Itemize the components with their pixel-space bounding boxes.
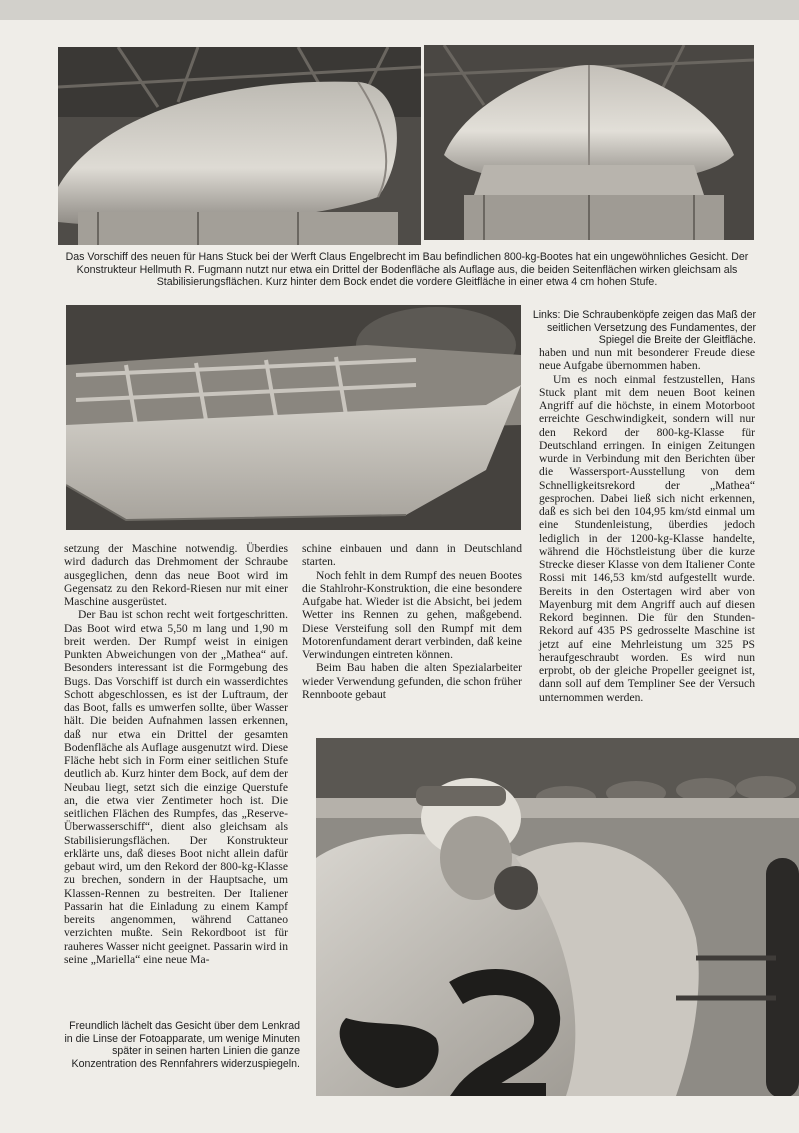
- paragraph: setzung der Maschine notwendig. Überdies wird dadurch das Drehmoment der Schraube ausgeglichen, denn das neue Boot wird im Gegensatz zu den Rekord-Riesen nur mit einer Maschine ausgerüstet.: [64, 542, 288, 608]
- caption-top: Das Vorschiff des neuen für Hans Stuck bei der Werft Claus Engelbrecht im Bau befindlichen 800-kg-Bootes hat ein ungewöhnliches Gesicht. Der Konstrukteur Hellmuth R. Fugmann nutzt nur etwa ein Drittel der Bodenfläche als Auflage aus, die beiden Seitenflächen wirken gleichsam als Stabilisierungsflächen. Kurz hinter dem Bock endet die vordere Gleitfläche in einer etwa 4 cm hohen Stufe.: [65, 251, 749, 289]
- photo-race-driver: [316, 738, 799, 1096]
- paragraph: Der Bau ist schon recht weit fortgeschritten. Das Boot wird etwa 5,50 m lang und 1,90 m breit werden. Der Rumpf weist in einigen Punkten Abweichungen von der „Mathea“ auf. Besonders interessant ist die Formgebung des Bugs. Das Vorschiff ist durch ein wasserdichtes Schott abgeschlossen, es ist der Luftraum, der das Boot, falls es umwerfen sollte, über Wasser hält. Die beiden Aufnahmen lassen erkennen, daß nur etwa ein Drittel der gesamten Bodenfläche als Auflage ausgenutzt wird. Diese Fläche hebt sich in Form einer seitlichen Stufe deutlich ab. Kurz hinter dem Bock, auf dem der Neubau liegt, setzt sich die einzige Querstufe an, die etwa vier Zentimeter hoch ist. Die seitlichen Flächen des Rumpfes, das „Reserve-Überwasserschiff“, dient also gleichsam als Stabilisierungsflächen. Der Konstrukteur erklärte uns, daß dieses Boot nicht allein dafür gebaut wird, um den Rekord der 800-kg-Klasse zu brechen, sondern in der Hauptsache, um Klassen-Rennen zu bestreiten. Der Italiener Passarin hat die Einladung zu einem Kampf bereits angenommen, während Cattaneo verzichten mußte. Sein Rekordboot ist für rauheres Wasser nicht geeignet. Passarin wird in seine „Mariella“ eine neue Ma-: [64, 608, 288, 966]
- caption-bottom: Freundlich lächelt das Gesicht über dem Lenkrad in die Linse der Fotoapparate, um wenige Minuten später in seinen harten Linien die ganze Konzentration des Rennfahrers widerzuspiegeln.: [64, 1020, 300, 1070]
- paragraph: Beim Bau haben die alten Spezialarbeiter wieder Verwendung gefunden, die schon früher Rennboote gebaut: [302, 661, 522, 701]
- page-top-margin: [0, 0, 799, 20]
- text-column-right: [539, 346, 755, 704]
- paragraph: Noch fehlt in dem Rumpf des neuen Bootes die Stahlrohr-Konstruktion, die eine besondere Aufgabe hat. Wieder ist die Absicht, bei jedem Wetter ins Rennen zu gehen, maßgebend. Diese Versteifung soll den Rumpf mit dem Motorenfundament derart verbinden, daß keine Verwindungen eintreten können.: [302, 568, 522, 661]
- paragraph: schine einbauen und dann in Deutschland starten.: [302, 542, 522, 569]
- photo-boat-bow-left: [58, 47, 421, 245]
- text-column-middle: [302, 542, 522, 701]
- caption-middle: Links: Die Schraubenköpfe zeigen das Maß der seitlichen Versetzung des Fundamentes, der Spiegel die Breite der Gleitfläche.: [532, 309, 756, 347]
- text-column-left: [64, 542, 288, 966]
- photo-hull-interior: [66, 305, 521, 530]
- paragraph: haben und nun mit besonderer Freude diese neue Aufgabe übernommen haben.: [539, 346, 755, 373]
- photo-boat-bow-right: [424, 45, 754, 240]
- paragraph: Um es noch einmal festzustellen, Hans Stuck plant mit dem neuen Boot keinen Angriff auf die höchste, in einem Motorboot erreichte Geschwindigkeit, sondern will nur den Rekord der 800-kg-Klasse für Deutschland erringen. In einigen Zeitungen wurde in Verbindung mit den Berichten über die Wassersport-Ausstellung von dem Schnelligkeitsrekord der „Mathea“ gesprochen. Dabei ließ sich nicht erkennen, daß es sich bei den 104,95 km/std einmal um eine Stundenleistung, überdies jedoch lediglich in der 1200-kg-Klasse handelte, während die Höchstleistung über die kurze Strecke dieser Klasse von dem Italiener Conte Rossi mit 146,53 km/std aufgestellt wurde. Bereits in den Ostertagen wird aber von Mayenburg mit dem Angriff auch auf diesen Rekord beginnen. Die für den Stunden-Rekord auf 435 PS gedrosselte Maschine ist jetzt auf eine Mehrleistung um 325 PS heraufgeschraubt worden. Es wird nun erprobt, ob der gleiche Propeller geeignet ist, dann soll auf dem Templiner See der Versuch unternommen werden.: [539, 372, 755, 704]
